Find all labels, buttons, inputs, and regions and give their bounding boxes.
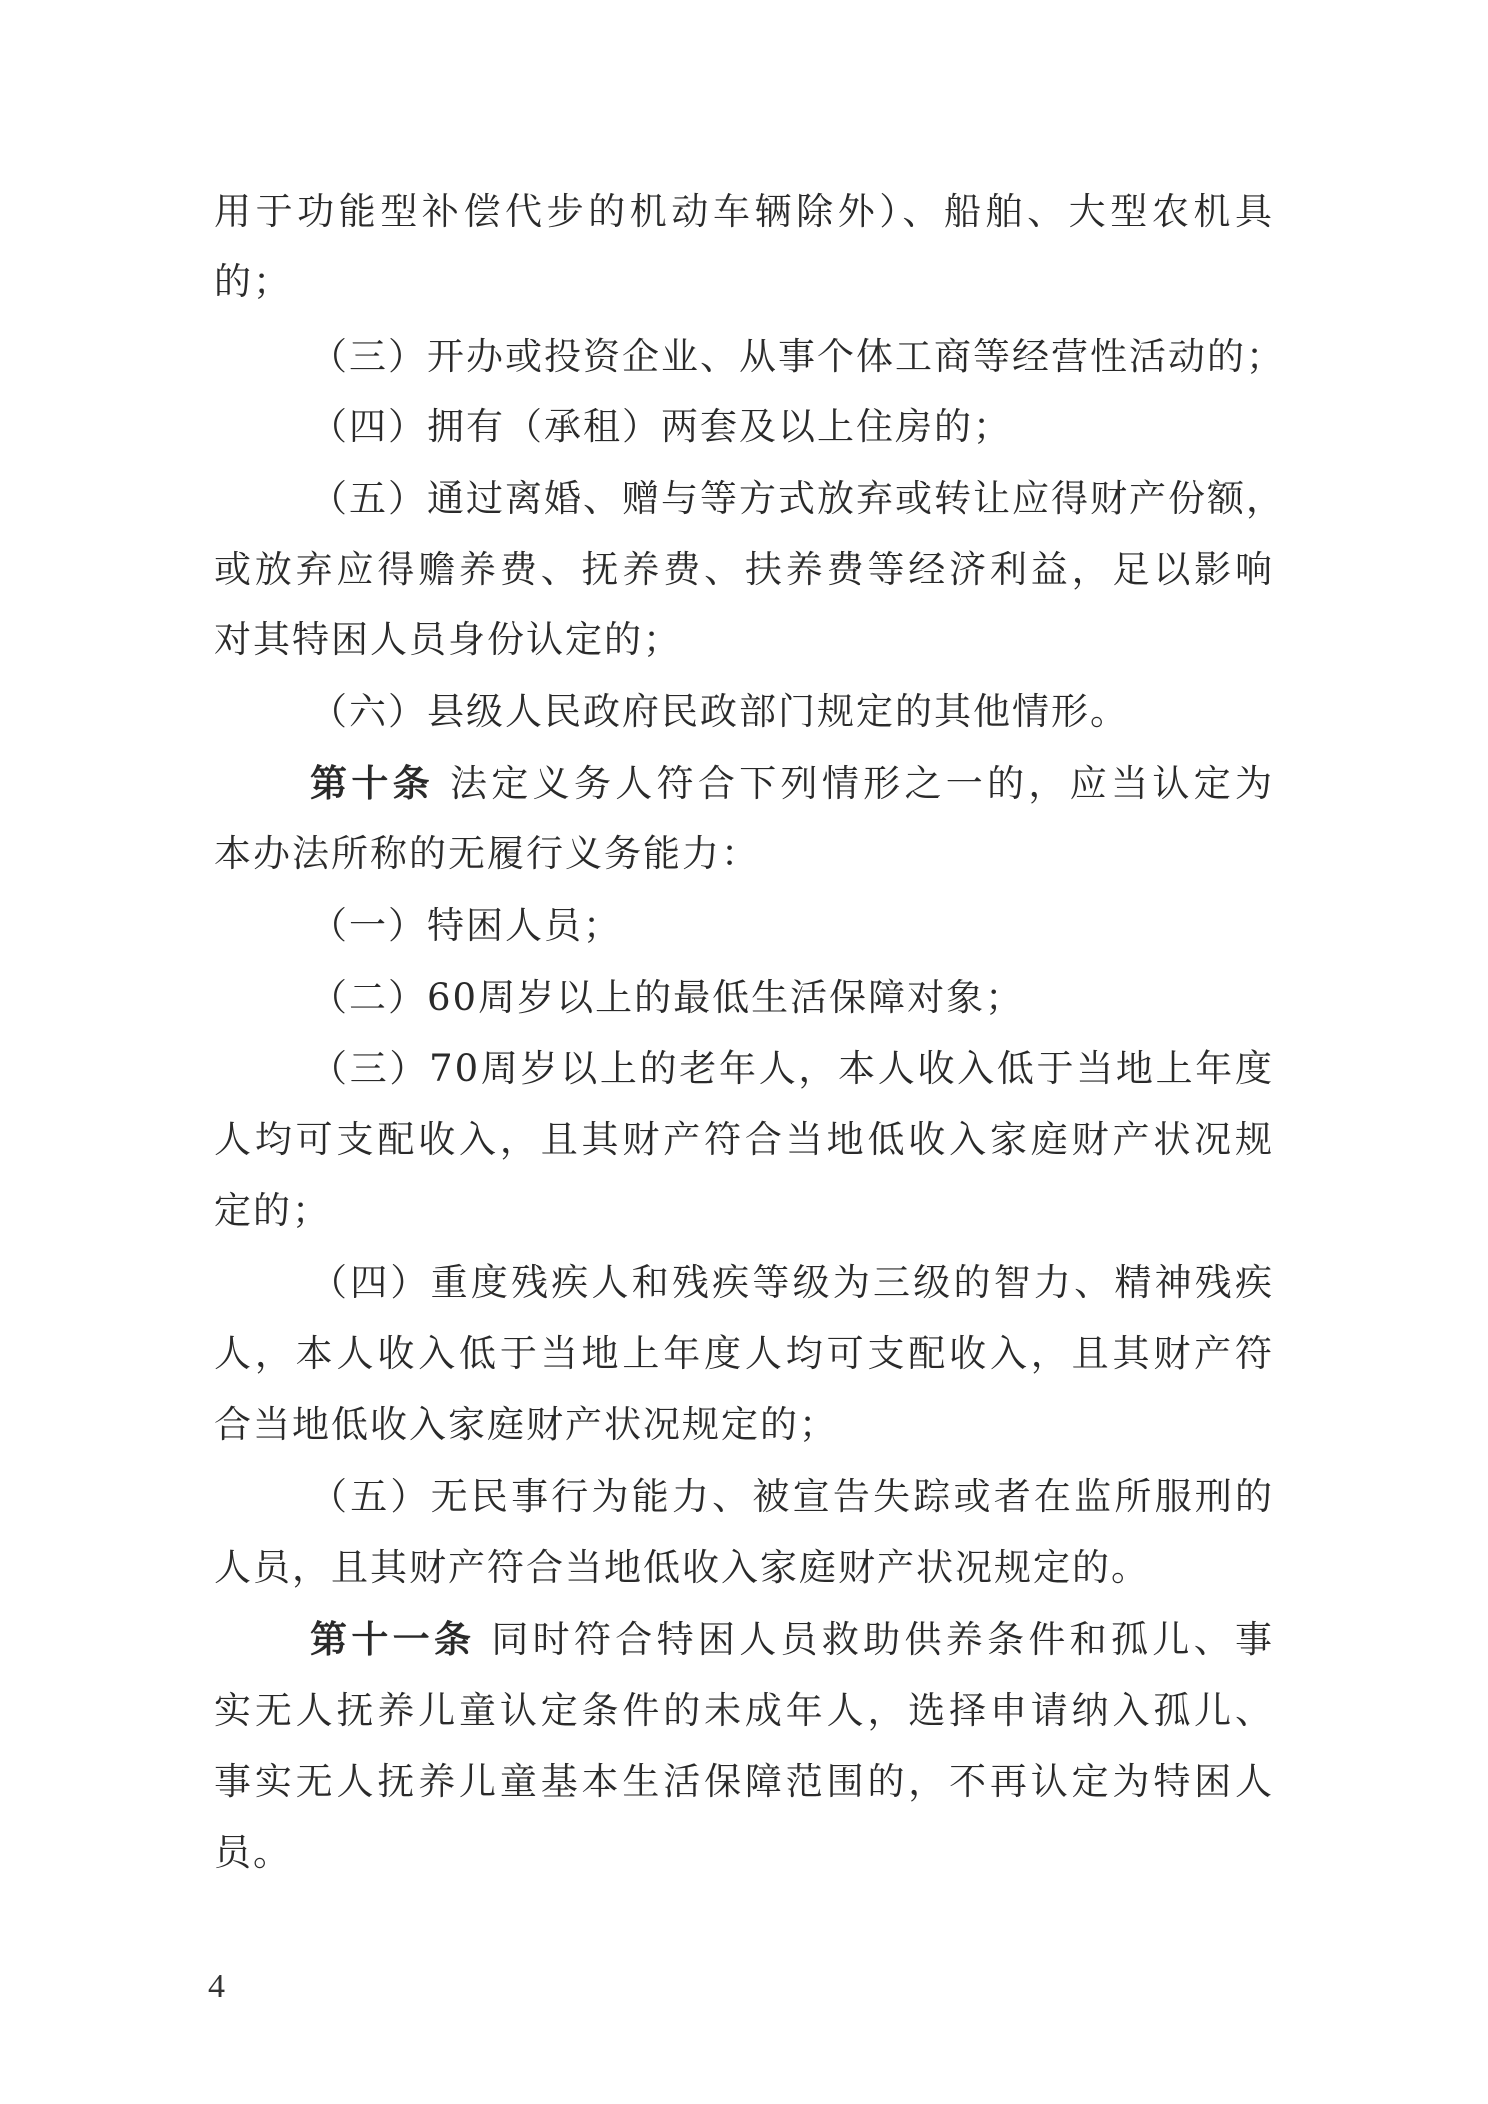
article-heading: 第十条 [310,762,434,805]
text-line: 对其特困人员身份认定的； [214,618,682,661]
text-line: （一）特困人员； [310,904,622,947]
text-line: 人均可支配收入，且其财产符合当地低收入家庭财产状况规 [214,1118,1274,1161]
article-10-line [310,762,1275,805]
text-line: 本办法所称的无履行义务能力： [214,832,760,875]
text-line: （四）拥有（承租）两套及以上住房的； [310,405,1012,448]
text-line: 定的； [214,1189,331,1232]
text-line: 或放弃应得赡养费、抚养费、扶养费等经济利益，足以影响 [214,548,1274,591]
page-number: 4 [208,1968,225,2005]
text-line: （五）通过离婚、赠与等方式放弃或转让应得财产份额， [310,477,1285,520]
text-line: （二）60周岁以上的最低生活保障对象； [310,976,1025,1019]
article-text: 同时符合特困人员救助供养条件和孤儿、事 [491,1618,1275,1661]
text-line: 员。 [214,1831,292,1874]
text-line: （六）县级人民政府民政部门规定的其他情形。 [310,690,1129,733]
text-line: （五）无民事行为能力、被宣告失踪或者在监所服刑的 [310,1475,1274,1518]
text-line: 用于功能型补偿代步的机动车辆除外）、船舶、大型农机具 [214,190,1274,233]
text-line: 的； [214,260,292,303]
article-heading: 第十一条 [310,1618,476,1661]
text-line: 实无人抚养儿童认定条件的未成年人，选择申请纳入孤儿、 [214,1689,1274,1732]
text-line: （三）70周岁以上的老年人，本人收入低于当地上年度 [310,1047,1274,1090]
text-line: 事实无人抚养儿童基本生活保障范围的，不再认定为特困人 [214,1760,1274,1803]
text-line: 人，本人收入低于当地上年度人均可支配收入，且其财产符 [214,1332,1274,1375]
article-11-line [310,1618,1275,1661]
text-line: 合当地低收入家庭财产状况规定的； [214,1403,838,1446]
text-line: （三）开办或投资企业、从事个体工商等经营性活动的； [310,335,1285,378]
text-line: （四）重度残疾人和残疾等级为三级的智力、精神残疾 [310,1261,1274,1304]
text-line: 人员，且其财产符合当地低收入家庭财产状况规定的。 [214,1546,1150,1589]
article-text: 法定义务人符合下列情形之一的，应当认定为 [450,762,1275,805]
